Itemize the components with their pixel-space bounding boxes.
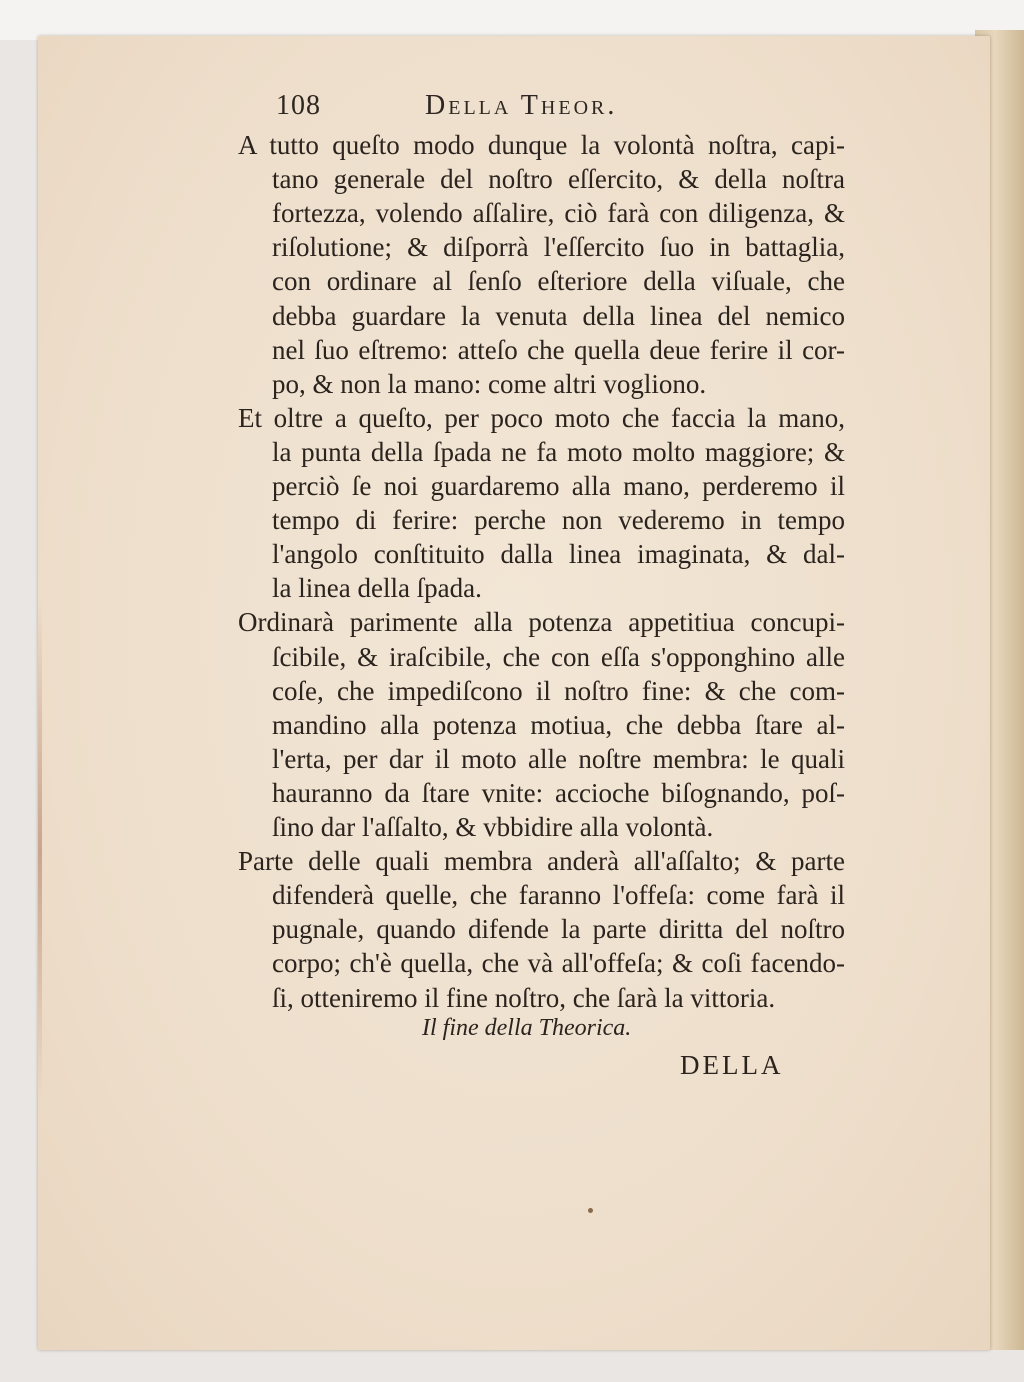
text-line: coſe, che impediſcono il noſtro fine: & che com- — [272, 675, 845, 706]
text-line: tano generale del noſtro eſſercito, & della noſtra — [272, 164, 845, 195]
text-line: Et oltre a queſto, per poco moto che faccia la mano, — [238, 402, 845, 433]
text-line: ſino dar l'aſſalto, & vbbidire alla volontà. — [272, 812, 714, 842]
text-line: A tutto queſto modo dunque la volontà noſtra, capi- — [238, 130, 845, 160]
text-line: la punta della ſpada ne fa moto molto maggiore; & — [272, 436, 845, 467]
text-line: la linea della ſpada. — [272, 573, 482, 604]
text-line: Parte delle quali membra anderà all'aſſalto; & parte — [238, 846, 845, 877]
scan-background — [0, 0, 1024, 40]
text-line: debba guardare la venuta della linea del nemico — [272, 300, 845, 331]
text-line: Ordinarà parimente alla potenza appetitiua concupi- — [238, 607, 845, 638]
text-line: mandino alla potenza motiua, che debba ſtare al- — [272, 709, 845, 740]
text-line: hauranno da ſtare vnite: accioche biſognando, poſ- — [272, 777, 845, 808]
text-line: tempo di ferire: perche non vederemo in tempo — [272, 505, 845, 536]
text-line: po, & non la mano: come altri vogliono. — [272, 368, 707, 399]
text-line: l'angolo conſtituito dalla linea imaginata, & dal- — [272, 539, 845, 570]
finis-line: Il fine della Theorica. — [422, 1015, 632, 1041]
page-stain — [38, 600, 42, 1100]
text-line: ſcibile, & iraſcibile, che con eſſa s'opponghino alle — [272, 641, 845, 672]
running-title: Della Theor. — [425, 90, 618, 121]
text-line: perciò ſe noi guardaremo alla mano, perderemo il — [272, 471, 845, 501]
text-line: riſolutione; & diſporrà l'eſſercito ſuo in battaglia, — [272, 232, 845, 263]
text-line: fortezza, volendo aſſalire, ciò farà con diligenza, & — [272, 198, 845, 229]
text-line: pugnale, quando difende la parte diritta del noſtro — [272, 914, 845, 945]
text-line: nel ſuo eſtremo: atteſo che quella deue ferire il cor- — [272, 334, 845, 365]
text-line: difenderà quelle, che faranno l'offeſa: come farà il — [272, 880, 845, 911]
text-line: l'erta, per dar il moto alle noſtre membra: le quali — [272, 743, 845, 774]
text-line: con ordinare al ſenſo eſteriore della viſuale, che — [272, 266, 845, 297]
catchword: DELLA — [680, 1050, 784, 1080]
page-header — [0, 90, 1024, 126]
text-line: corpo; ch'è quella, che và all'offeſa; & coſi facendo- — [272, 948, 845, 979]
text-line: ſi, otteniremo il fine noſtro, che ſarà la vittoria. — [272, 982, 776, 1013]
page-number: 108 — [276, 90, 321, 121]
ink-spot — [588, 1208, 593, 1213]
